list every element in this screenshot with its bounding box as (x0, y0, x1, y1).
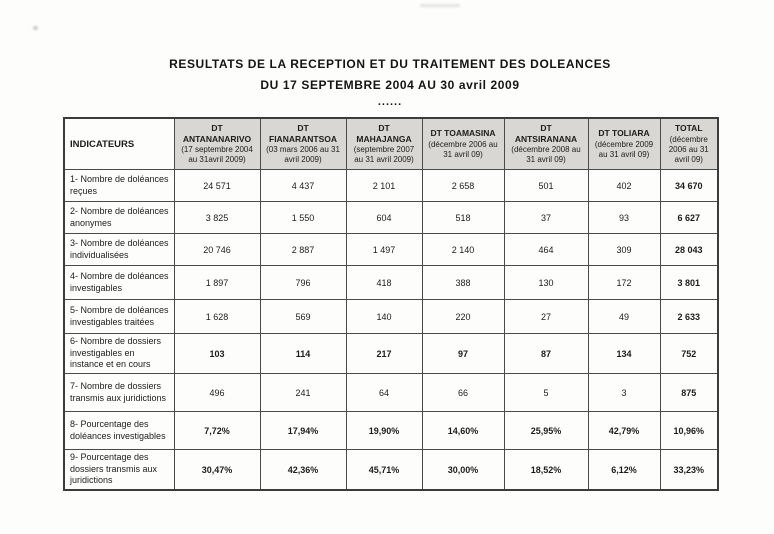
cell-value: 4 437 (260, 170, 346, 202)
row-label: 6- Nombre de dossiers investigables en instance et en cours (64, 334, 174, 374)
cell-total: 875 (660, 374, 718, 412)
scan-smudge (33, 26, 38, 30)
column-header-toamasina (422, 118, 504, 170)
scan-smudge (420, 4, 460, 7)
document-title: RESULTATS DE LA RECEPTION ET DU TRAITEMENT DES DOLEANCES (169, 57, 611, 71)
cell-value: 97 (422, 334, 504, 374)
column-name: DT FIANARANTSOA (269, 122, 337, 144)
cell-value: 220 (422, 300, 504, 334)
cell-value: 130 (504, 266, 588, 300)
cell-value: 496 (174, 374, 260, 412)
cell-value: 24 571 (174, 170, 260, 202)
column-name: DT ANTSIRANANA (514, 122, 578, 144)
column-header-toliara (588, 118, 660, 170)
document-subtitle: DU 17 SEPTEMBRE 2004 AU 30 avril 2009 (260, 78, 520, 92)
table-row (64, 202, 718, 234)
column-period: (03 mars 2006 au 31 avril 2009) (266, 145, 340, 165)
row-label: 3- Nombre de doléances individualisées (64, 234, 174, 266)
cell-value: 20 746 (174, 234, 260, 266)
indicators-header: INDICATEURS (64, 118, 174, 170)
cell-value: 64 (346, 374, 422, 412)
row-label: 2- Nombre de doléances anonymes (64, 202, 174, 234)
column-period: (décembre 2006 au 31 avril 09) (668, 134, 709, 164)
column-period: (décembre 2009 au 31 avril 09) (594, 139, 654, 159)
column-name: DT TOLIARA (598, 128, 650, 139)
cell-value: 1 897 (174, 266, 260, 300)
cell-value: 3 825 (174, 202, 260, 234)
column-period: (décembre 2006 au 31 avril 09) (428, 139, 498, 159)
cell-value: 114 (260, 334, 346, 374)
cell-total: 33,23% (660, 450, 718, 491)
title-separator-dots: ...... (377, 96, 403, 108)
cell-value: 45,71% (346, 450, 422, 491)
cell-total: 34 670 (660, 170, 718, 202)
column-period: (décembre 2008 au 31 avril 09) (511, 145, 581, 165)
cell-value: 18,52% (504, 450, 588, 491)
cell-total: 28 043 (660, 234, 718, 266)
table-row (64, 334, 718, 374)
cell-value: 2 101 (346, 170, 422, 202)
cell-value: 7,72% (174, 412, 260, 450)
cell-value: 2 140 (422, 234, 504, 266)
table-header-row (64, 118, 718, 170)
cell-value: 6,12% (588, 450, 660, 491)
cell-value: 501 (504, 170, 588, 202)
title-block (63, 57, 717, 108)
cell-value: 3 (588, 374, 660, 412)
row-label: 7- Nombre de dossiers transmis aux juridictions (64, 374, 174, 412)
table-row (64, 300, 718, 334)
cell-value: 518 (422, 202, 504, 234)
column-period: (17 septembre 2004 au 31avril 2009) (181, 145, 253, 165)
column-header-mahajanga (346, 118, 422, 170)
cell-value: 2 658 (422, 170, 504, 202)
row-label: 5- Nombre de doléances investigables traitées (64, 300, 174, 334)
row-label: 8- Pourcentage des doléances investigables (64, 412, 174, 450)
row-label: 4- Nombre de doléances investigables (64, 266, 174, 300)
table-row (64, 234, 718, 266)
cell-value: 134 (588, 334, 660, 374)
column-header-fianarantsoa (260, 118, 346, 170)
column-name: DT ANTANANARIVO (182, 122, 252, 144)
cell-value: 27 (504, 300, 588, 334)
cell-total: 6 627 (660, 202, 718, 234)
cell-total: 3 801 (660, 266, 718, 300)
cell-value: 796 (260, 266, 346, 300)
cell-value: 42,36% (260, 450, 346, 491)
cell-value: 241 (260, 374, 346, 412)
cell-total: 752 (660, 334, 718, 374)
cell-value: 217 (346, 334, 422, 374)
cell-value: 49 (588, 300, 660, 334)
column-header-total (660, 118, 718, 170)
cell-value: 17,94% (260, 412, 346, 450)
cell-value: 1 628 (174, 300, 260, 334)
cell-value: 604 (346, 202, 422, 234)
results-table (63, 117, 719, 491)
column-name: TOTAL (674, 123, 703, 134)
table-row (64, 374, 718, 412)
table-row (64, 170, 718, 202)
cell-value: 66 (422, 374, 504, 412)
cell-value: 418 (346, 266, 422, 300)
cell-value: 30,00% (422, 450, 504, 491)
cell-value: 388 (422, 266, 504, 300)
table-row (64, 450, 718, 491)
cell-value: 2 887 (260, 234, 346, 266)
cell-total: 10,96% (660, 412, 718, 450)
cell-value: 172 (588, 266, 660, 300)
cell-total: 2 633 (660, 300, 718, 334)
cell-value: 25,95% (504, 412, 588, 450)
cell-value: 1 497 (346, 234, 422, 266)
cell-value: 42,79% (588, 412, 660, 450)
column-header-antananarivo (174, 118, 260, 170)
cell-value: 140 (346, 300, 422, 334)
cell-value: 103 (174, 334, 260, 374)
cell-value: 569 (260, 300, 346, 334)
cell-value: 93 (588, 202, 660, 234)
table-row (64, 266, 718, 300)
cell-value: 14,60% (422, 412, 504, 450)
cell-value: 464 (504, 234, 588, 266)
cell-value: 19,90% (346, 412, 422, 450)
cell-value: 5 (504, 374, 588, 412)
table-row (64, 412, 718, 450)
cell-value: 309 (588, 234, 660, 266)
cell-value: 1 550 (260, 202, 346, 234)
cell-value: 87 (504, 334, 588, 374)
row-label: 9- Pourcentage des dossiers transmis aux juridictions (64, 450, 174, 491)
cell-value: 30,47% (174, 450, 260, 491)
column-name: DT MAHAJANGA (356, 122, 412, 144)
cell-value: 37 (504, 202, 588, 234)
cell-value: 402 (588, 170, 660, 202)
column-period: (septembre 2007 au 31 avril 2009) (353, 145, 415, 165)
column-name: DT TOAMASINA (430, 128, 496, 139)
row-label: 1- Nombre de doléances reçues (64, 170, 174, 202)
column-header-antsiranana (504, 118, 588, 170)
